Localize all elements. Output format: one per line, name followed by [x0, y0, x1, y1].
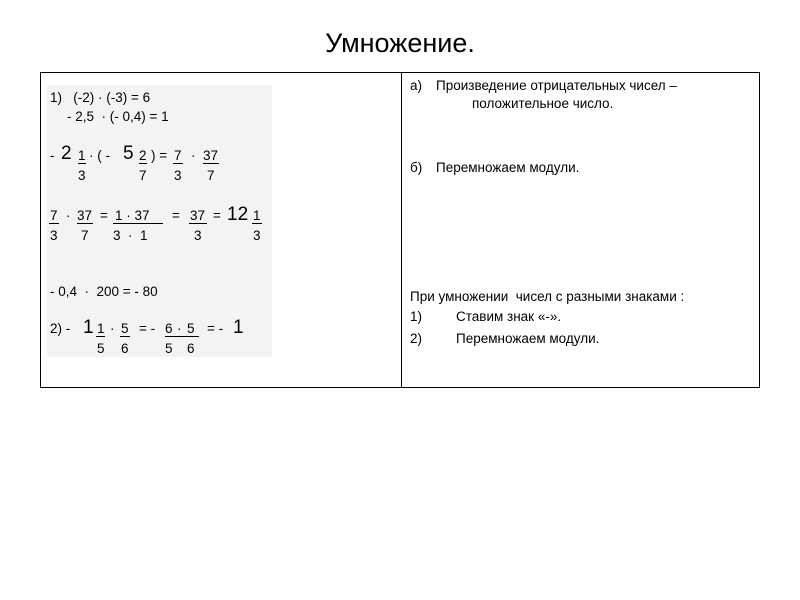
decimal-example: - 0,4 · 200 = - 80	[50, 284, 158, 299]
frac1-den3: 3	[174, 168, 182, 183]
frac2-dot1: ·	[66, 208, 71, 223]
frac1-num3: 7	[174, 148, 182, 163]
rule-a-line-1: Произведение отрицательных чисел –	[436, 78, 677, 93]
frac2-den4: 3	[194, 228, 202, 243]
frac3-num3: 5	[187, 321, 195, 336]
frac2-num4: 37	[190, 208, 206, 223]
math-examples-image	[47, 85, 272, 357]
frac3-whole: 1	[83, 317, 94, 338]
frac1-num2: 2	[139, 148, 147, 163]
frac2-num1: 7	[50, 208, 58, 223]
frac1-den2: 7	[139, 168, 147, 183]
frac3-bar2	[120, 336, 130, 337]
frac2-bar5	[252, 223, 262, 224]
frac1-num1: 1	[78, 148, 86, 163]
rules-cell	[402, 73, 759, 387]
frac2-whole: 12	[227, 204, 249, 225]
frac2-eq3: =	[213, 208, 221, 223]
frac2-den1: 3	[50, 228, 58, 243]
frac2-num5: 1	[253, 208, 261, 223]
frac3-dot2: ·	[177, 321, 182, 336]
frac2-num3: 1 · 37	[115, 208, 150, 223]
frac1-dot-paren: · ( -	[89, 148, 110, 163]
frac1-den4: 7	[207, 168, 215, 183]
frac3-bar1	[96, 336, 105, 337]
frac1-num4: 37	[203, 148, 219, 163]
frac1-bar3	[173, 163, 183, 164]
frac2-bar1	[49, 223, 59, 224]
frac3-den4: 6	[187, 341, 195, 356]
frac1-minus: -	[50, 148, 55, 163]
rule-b-text: Перемножаем модули.	[436, 160, 580, 175]
frac1-bar2	[139, 163, 147, 164]
rule-a-label: а)	[410, 78, 423, 93]
rule-1-number: 1)	[410, 309, 423, 324]
frac3-num1: 1	[97, 321, 105, 336]
frac1-bar1	[78, 163, 86, 164]
rule-b-label: б)	[410, 160, 423, 175]
frac3-eq2: = -	[207, 321, 224, 336]
rule-2-text: Перемножаем модули.	[456, 331, 600, 346]
frac3-prefix: 2) -	[50, 321, 71, 336]
slide-title: Умножение.	[325, 28, 475, 58]
frac3-dot1: ·	[110, 321, 115, 336]
frac3-result: 1	[233, 317, 244, 338]
rule-a-line-2: положительное число.	[472, 96, 614, 111]
rule-2-number: 2)	[410, 331, 423, 346]
frac2-den2: 7	[81, 228, 89, 243]
frac3-den1: 5	[97, 341, 105, 356]
frac1-den1: 3	[78, 168, 86, 183]
frac1-whole2: 5	[123, 143, 134, 164]
example-1-line-2: - 2,5 · (- 0,4) = 1	[67, 109, 169, 124]
frac2-den3: 3 · 1	[113, 228, 148, 243]
frac3-bar3	[165, 336, 199, 337]
rule-heading: При умножении чисел с разными знаками :	[410, 289, 685, 304]
frac3-num2: 5	[121, 321, 129, 336]
content-table	[40, 72, 760, 388]
frac2-bar4	[189, 223, 207, 224]
frac1-dot: ·	[191, 148, 196, 163]
frac3-six: 6	[165, 321, 173, 336]
frac2-eq1: =	[100, 208, 108, 223]
rule-1-text: Ставим знак «-».	[456, 309, 562, 324]
frac1-close-eq: ) =	[151, 148, 168, 163]
frac2-num2: 37	[77, 208, 93, 223]
frac2-bar2	[77, 223, 93, 224]
frac2-eq2: =	[172, 208, 180, 223]
frac2-den5: 3	[253, 228, 261, 243]
frac3-eq1: = -	[139, 321, 156, 336]
frac2-bar3	[113, 223, 163, 224]
frac3-den2: 6	[121, 341, 129, 356]
frac1-whole1: 2	[61, 143, 72, 164]
examples-cell	[41, 73, 401, 387]
frac1-bar4	[203, 163, 219, 164]
example-1-line-1: 1) (-2) · (-3) = 6	[50, 90, 151, 105]
frac3-den3: 5	[165, 341, 173, 356]
